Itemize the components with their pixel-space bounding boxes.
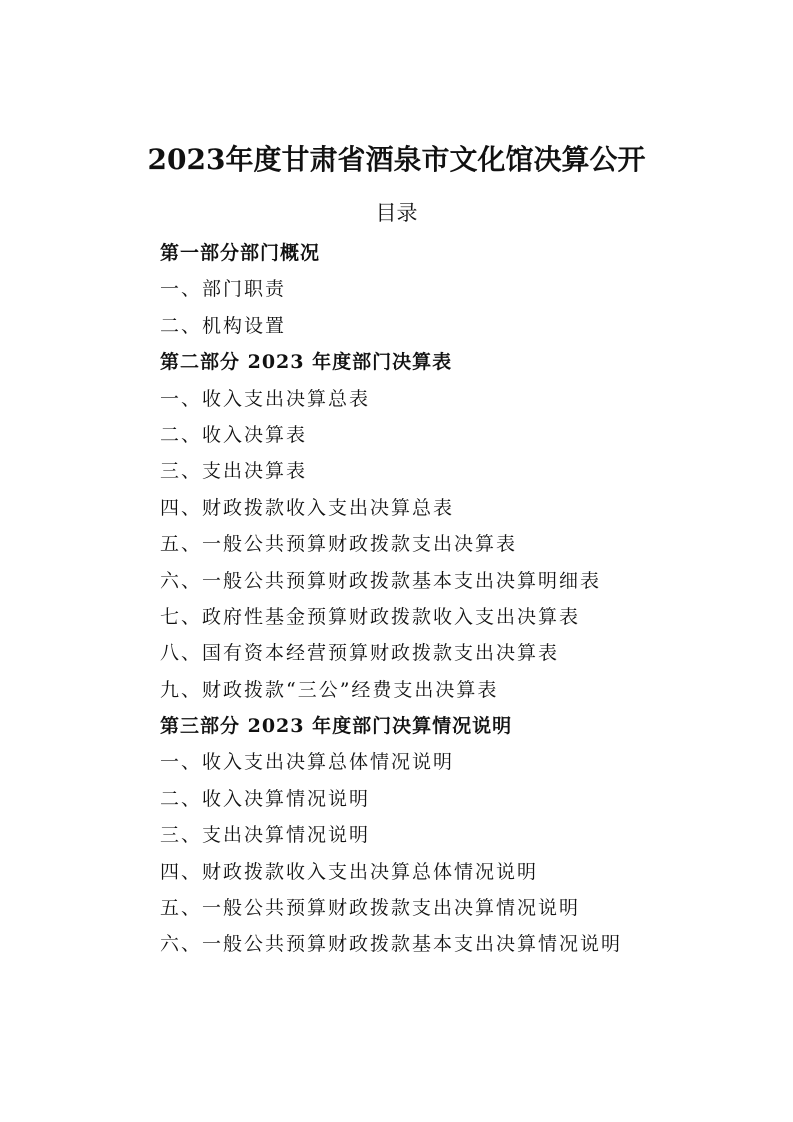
toc-item[interactable]: 一、部门职责 bbox=[160, 278, 287, 301]
toc-item[interactable]: 六、一般公共预算财政拨款基本支出决算明细表 bbox=[160, 569, 602, 592]
toc-item[interactable]: 五、一般公共预算财政拨款支出决算表 bbox=[160, 533, 518, 556]
toc-item[interactable]: 三、支出决算表 bbox=[160, 460, 308, 483]
toc-item[interactable]: 二、机构设置 bbox=[160, 314, 287, 337]
toc-item[interactable]: 三、支出决算情况说明 bbox=[160, 824, 371, 847]
toc-heading: 目录 bbox=[375, 201, 418, 225]
toc-item[interactable]: 五、一般公共预算财政拨款支出决算情况说明 bbox=[160, 897, 581, 920]
toc-item[interactable]: 四、财政拨款收入支出决算总表 bbox=[160, 496, 455, 519]
toc-item[interactable]: 六、一般公共预算财政拨款基本支出决算情况说明 bbox=[160, 933, 623, 956]
toc-item[interactable]: 一、收入支出决算总表 bbox=[160, 387, 371, 410]
toc-part-3-heading[interactable]: 第三部分 2023 年度部门决算情况说明 bbox=[160, 715, 513, 738]
toc-item[interactable]: 一、收入支出决算总体情况说明 bbox=[160, 751, 455, 774]
toc-item[interactable]: 八、国有资本经营预算财政拨款支出决算表 bbox=[160, 642, 560, 665]
toc-item[interactable]: 二、收入决算表 bbox=[160, 423, 308, 446]
toc-item[interactable]: 七、政府性基金预算财政拨款收入支出决算表 bbox=[160, 605, 581, 628]
toc-item[interactable]: 四、财政拨款收入支出决算总体情况说明 bbox=[160, 860, 539, 883]
toc-part-1-heading[interactable]: 第一部分部门概况 bbox=[160, 242, 321, 264]
table-of-contents bbox=[160, 235, 760, 963]
toc-item[interactable]: 九、财政拨款“三公”经费支出决算表 bbox=[160, 678, 499, 701]
document-title: 2023年度甘肃省酒泉市文化馆决算公开 bbox=[147, 143, 646, 176]
toc-item[interactable]: 二、收入决算情况说明 bbox=[160, 787, 371, 810]
toc-part-2-heading[interactable]: 第二部分 2023 年度部门决算表 bbox=[160, 351, 453, 374]
